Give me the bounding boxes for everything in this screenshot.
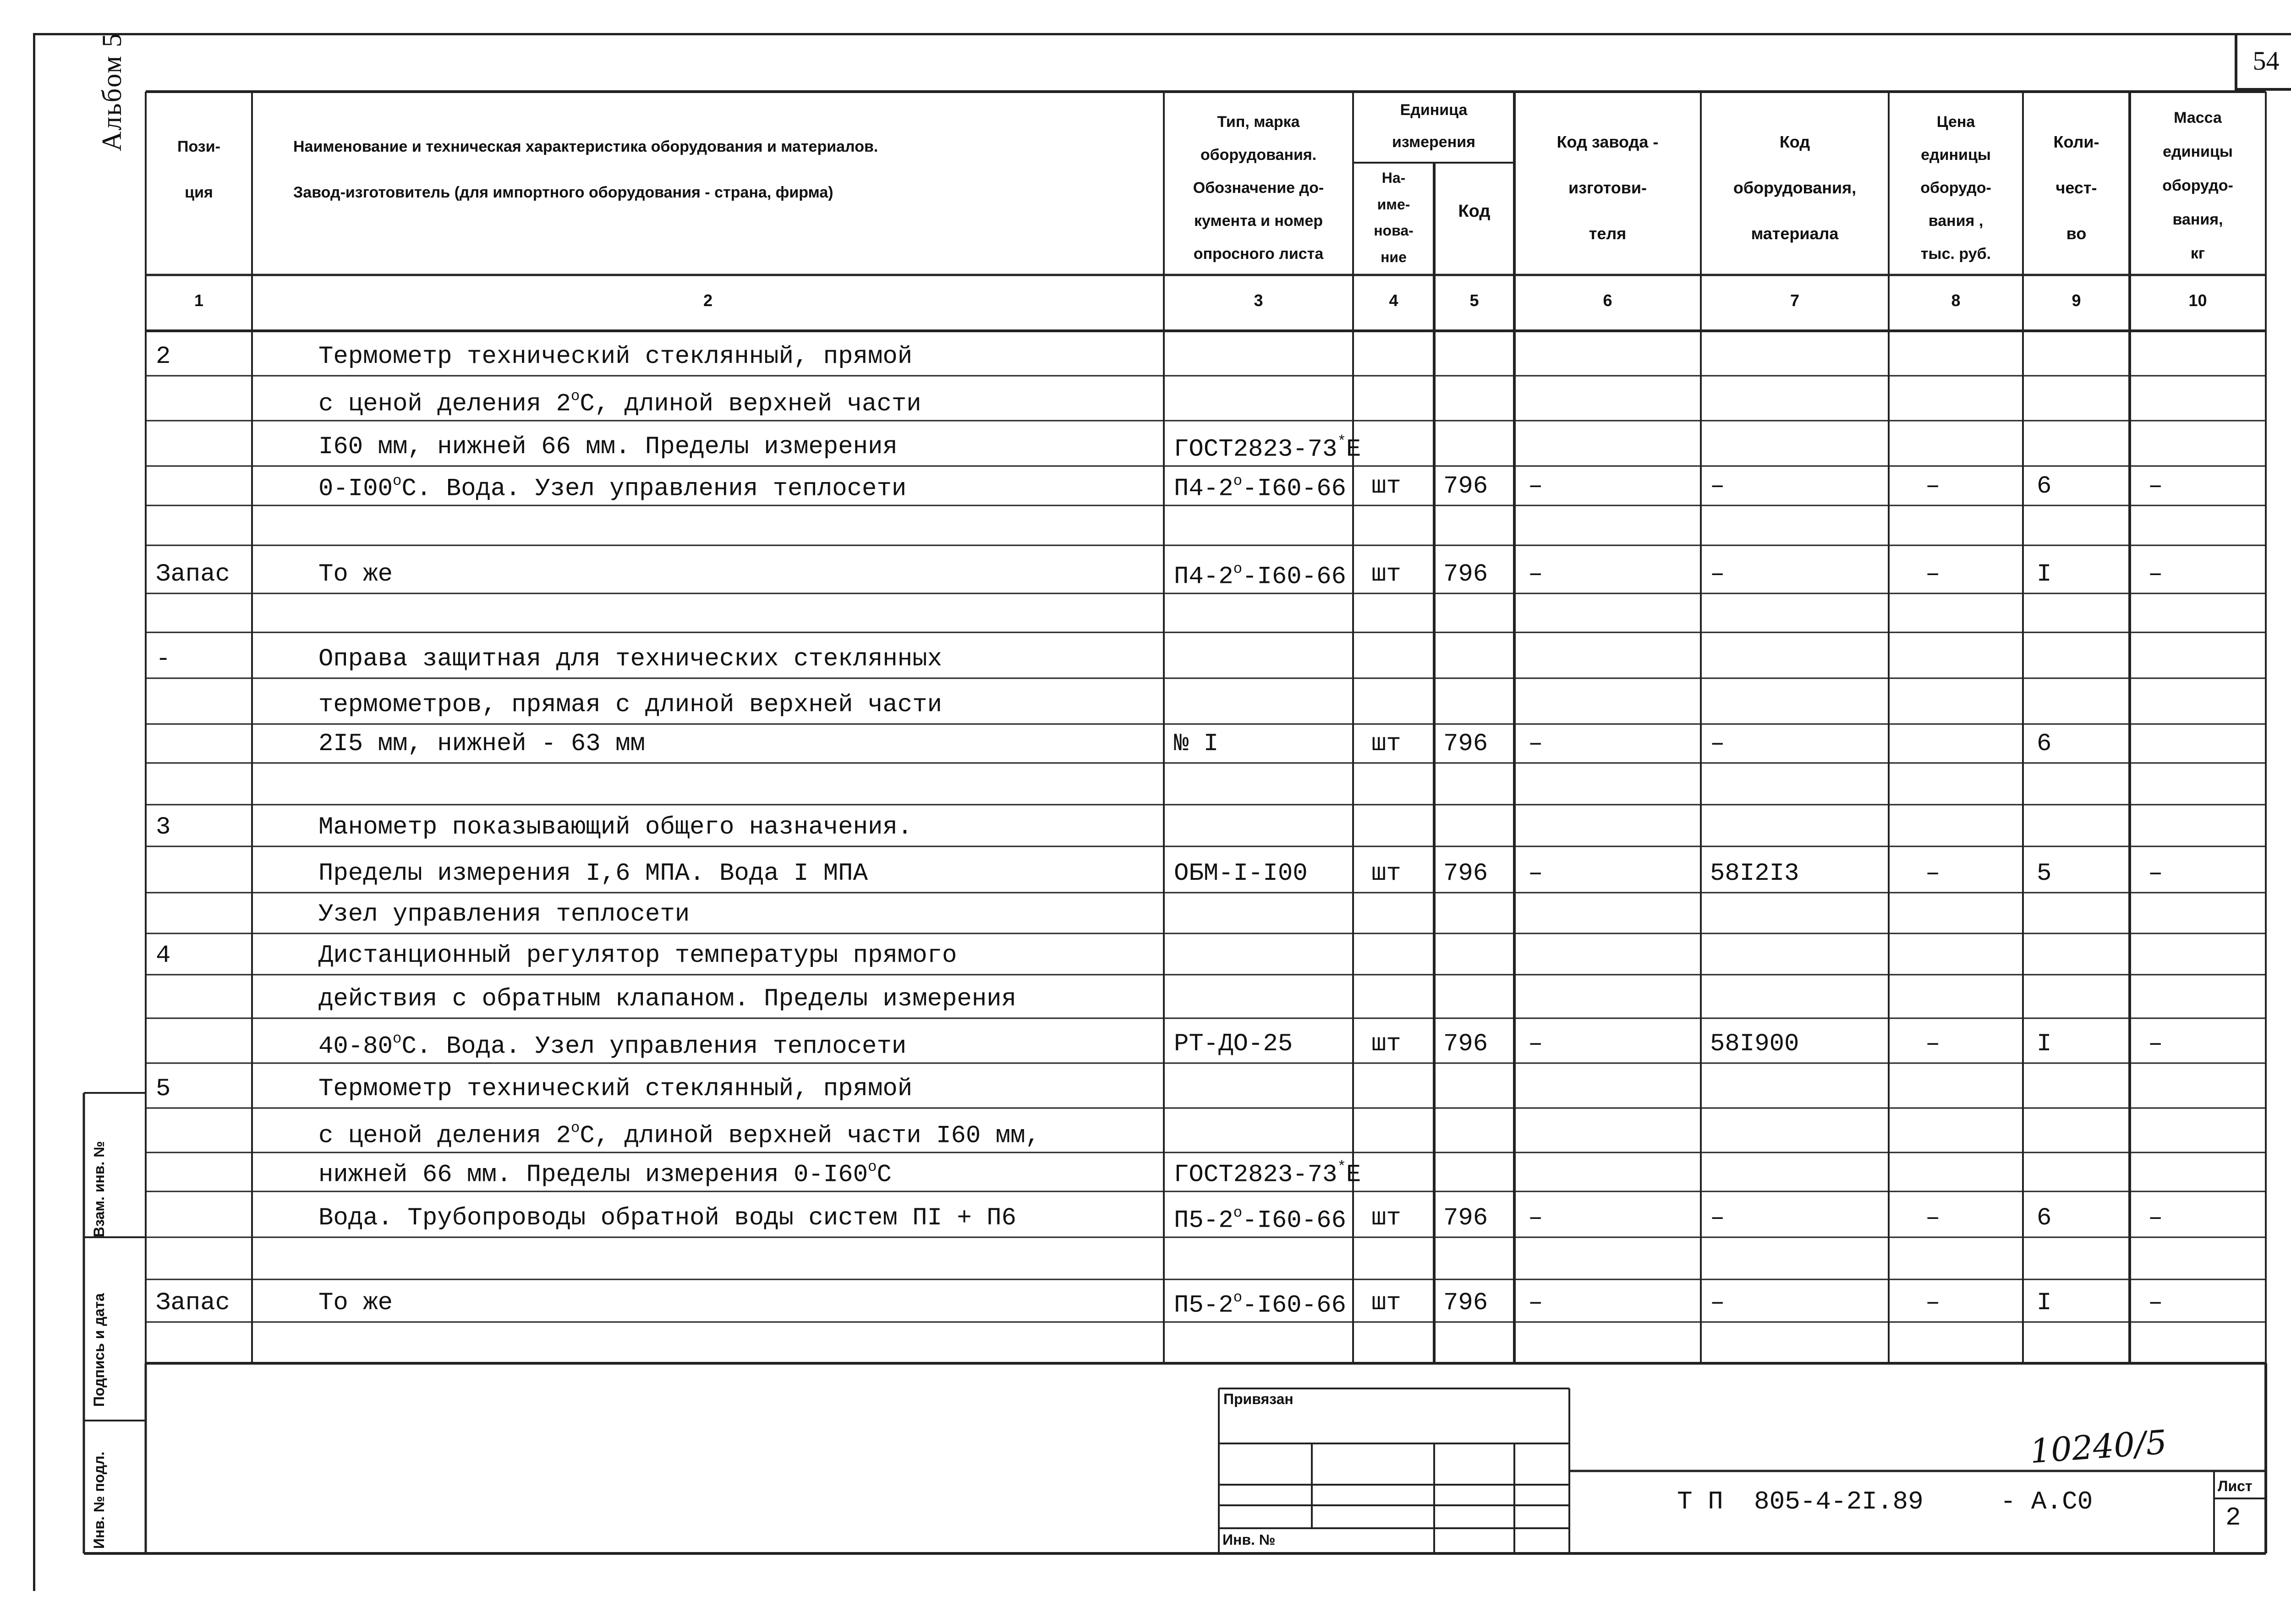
cell-name: термометров, прямая с длиной верхней части (318, 691, 943, 719)
cell-c7: – (1710, 472, 1725, 500)
cell-c9: 6 (2037, 1204, 2052, 1232)
cell-c6: – (1528, 730, 1543, 758)
column-number: 5 (1469, 291, 1479, 310)
header-line: Цена (1936, 113, 1975, 131)
cell-c7: – (1710, 1204, 1725, 1232)
cell-c7: – (1710, 1289, 1725, 1317)
header-line: оборудования, (1733, 178, 1857, 197)
cell-type: ОБМ-I-I00 (1174, 860, 1308, 888)
cell-name: Термометр технический стеклянный, прямой (318, 343, 913, 371)
document-code: Т П 805-4-2I.89 - А.С0 (1677, 1487, 2093, 1516)
header-line: опросного листа (1193, 245, 1324, 263)
cell-c8: – (1925, 1030, 1940, 1058)
cell-c9: I (2037, 1289, 2052, 1317)
cell-unit: шт (1371, 1030, 1401, 1058)
cell-name: Оправа защитная для технических стеклянных (318, 645, 943, 673)
header-line: оборудо- (1920, 179, 1991, 197)
side-label-podpis: Подпись и дата (91, 1293, 107, 1407)
cell-c6: – (1528, 560, 1543, 588)
cell-c6: – (1528, 860, 1543, 888)
header-line: вания , (1928, 212, 1984, 230)
header-line: ция (185, 183, 213, 201)
header-line: Пози- (177, 137, 220, 155)
header-line: чест- (2055, 178, 2097, 197)
cell-type: П5-2$^o$-I60-66 (1174, 1289, 1346, 1320)
header-line: Завод-изготовитель (для импортного оборудования - страна, фирма) (293, 183, 833, 201)
header-equipment-code (1701, 119, 1889, 257)
column-number: 8 (1951, 291, 1961, 310)
cell-pos: 2 (156, 343, 171, 371)
inv-label: Инв. № (1222, 1531, 1276, 1548)
cell-c8: – (1925, 1204, 1940, 1232)
cell-code: 796 (1443, 560, 1488, 588)
header-line: теля (1589, 224, 1627, 243)
header-factory-code (1514, 119, 1701, 257)
cell-type: П4-2$^o$-I60-66 (1174, 560, 1346, 591)
header-type (1168, 105, 1348, 270)
cell-name: действия с обратным клапаном. Пределы измерения (318, 985, 1017, 1013)
cell-name: То же (318, 1289, 393, 1317)
column-number: 9 (2072, 291, 2081, 310)
cell-unit: шт (1371, 730, 1401, 758)
header-line: На- (1381, 170, 1406, 187)
cell-type: ГОСТ2823-73*Е (1174, 433, 1361, 464)
bound-label: Привязан (1223, 1391, 1293, 1407)
cell-c10: – (2148, 560, 2163, 588)
header-unit-code: Код (1458, 202, 1491, 221)
cell-type: РТ-ДО-25 (1174, 1030, 1293, 1058)
cell-c10: – (2148, 1289, 2163, 1317)
cell-c7: – (1710, 730, 1725, 758)
header-mass (2130, 101, 2266, 270)
header-line: оборудования. (1200, 146, 1317, 164)
header-quantity (2023, 119, 2130, 257)
cell-unit: шт (1371, 1204, 1401, 1232)
cell-type: П5-2$^o$-I60-66 (1174, 1204, 1346, 1235)
header-line: вания, (2172, 210, 2223, 228)
header-line: име- (1377, 196, 1410, 213)
header-line: измерения (1392, 133, 1475, 151)
column-number: 4 (1389, 291, 1398, 310)
header-line: изготови- (1568, 178, 1647, 197)
cell-c6: – (1528, 1204, 1543, 1232)
cell-c9: 6 (2037, 730, 2052, 758)
cell-pos: Запас (156, 560, 230, 588)
column-number: 7 (1790, 291, 1800, 310)
cell-name: Дистанционный регулятор температуры прямого (318, 942, 957, 970)
header-position (146, 124, 252, 215)
cell-type: № I (1174, 730, 1219, 758)
header-line: Единица (1400, 101, 1468, 119)
cell-name: Манометр показывающий общего назначения. (318, 813, 913, 841)
cell-c10: – (2148, 1030, 2163, 1058)
header-unit (1353, 94, 1514, 158)
cell-c7: – (1710, 560, 1725, 588)
cell-name: с ценой деления 2$^o$С, длиной верхней части (318, 388, 921, 418)
cell-c10: – (2148, 472, 2163, 500)
column-number: 6 (1603, 291, 1612, 310)
header-line: нова- (1374, 222, 1414, 239)
header-line: ние (1381, 248, 1407, 265)
side-label-podl: Инв. № подл. (91, 1451, 107, 1549)
header-line: Код (1779, 132, 1810, 151)
cell-c6: – (1528, 472, 1543, 500)
cell-name: I60 мм, нижней 66 мм. Пределы измерения (318, 433, 898, 461)
header-line: Коли- (2053, 132, 2099, 151)
sheet-number: 2 (2225, 1503, 2241, 1532)
cell-code: 796 (1443, 730, 1488, 758)
header-line: Обозначение до- (1193, 179, 1324, 197)
cell-c8: – (1925, 860, 1940, 888)
cell-code: 796 (1443, 1030, 1488, 1058)
header-line: Масса (2174, 109, 2222, 126)
cell-c7: 58I900 (1710, 1030, 1799, 1058)
cell-name: Вода. Трубопроводы обратной воды систем ПI + П6 (318, 1204, 1017, 1232)
cell-c7: 58I2I3 (1710, 860, 1799, 888)
column-number: 3 (1254, 291, 1263, 310)
cell-type: П4-2$^o$-I60-66 (1174, 472, 1346, 503)
cell-c10: – (2148, 860, 2163, 888)
header-line: кумента и номер (1194, 212, 1323, 230)
cell-c9: I (2037, 560, 2052, 588)
column-number: 10 (2188, 291, 2207, 310)
cell-c8: – (1925, 1289, 1940, 1317)
cell-c6: – (1528, 1289, 1543, 1317)
cell-c9: 6 (2037, 472, 2052, 500)
cell-c10: – (2148, 1204, 2163, 1232)
cell-name: То же (318, 560, 393, 588)
header-line: тыс. руб. (1920, 245, 1991, 263)
cell-pos: 4 (156, 942, 171, 970)
cell-c9: 5 (2037, 860, 2052, 888)
cell-pos: - (156, 645, 171, 673)
header-line: кг (2190, 244, 2205, 262)
cell-unit: шт (1371, 1289, 1401, 1317)
header-name (293, 124, 1150, 215)
cell-name: 40-80$^o$С. Вода. Узел управления теплосети (318, 1030, 907, 1061)
cell-name: с ценой деления 2$^o$С, длиной верхней части I60 мм, (318, 1119, 1040, 1150)
cell-pos: 5 (156, 1075, 171, 1103)
cell-unit: шт (1371, 472, 1401, 500)
header-line: единицы (2163, 143, 2233, 160)
cell-pos: 3 (156, 813, 171, 841)
header-line: единицы (1921, 146, 1991, 164)
page-number: 54 (2235, 33, 2291, 91)
cell-c9: I (2037, 1030, 2052, 1058)
header-line: оборудо- (2162, 176, 2233, 194)
header-line: материала (1751, 224, 1839, 243)
cell-name: 2I5 мм, нижней - 63 мм (318, 730, 645, 758)
header-line: Код завода - (1557, 132, 1659, 151)
album-label: Альбом 5 (97, 33, 127, 151)
cell-type: ГОСТ2823-73*Е (1174, 1158, 1361, 1189)
header-unit-name (1353, 165, 1434, 270)
cell-unit: шт (1371, 560, 1401, 588)
cell-name: нижней 66 мм. Пределы измерения 0-I60$^o$С (318, 1158, 892, 1189)
cell-code: 796 (1443, 1289, 1488, 1317)
column-number: 2 (703, 291, 713, 310)
cell-name: Термометр технический стеклянный, прямой (318, 1075, 913, 1103)
cell-c8: – (1925, 560, 1940, 588)
cell-name: Узел управления теплосети (318, 900, 690, 928)
cell-code: 796 (1443, 1204, 1488, 1232)
side-label-zam: Взам. инв. № (91, 1141, 107, 1237)
header-line: Наименование и техническая характеристика оборудования и материалов. (293, 137, 878, 155)
cell-name: Пределы измерения I,6 МПА. Вода I МПА (318, 860, 868, 888)
cell-pos: Запас (156, 1289, 230, 1317)
cell-c6: – (1528, 1030, 1543, 1058)
sheet-label: Лист (2218, 1478, 2253, 1494)
cell-code: 796 (1443, 472, 1488, 500)
header-price (1889, 105, 2023, 270)
header-line: во (2066, 224, 2087, 243)
header-line: Тип, марка (1217, 113, 1300, 131)
cell-name: 0-I00$^o$С. Вода. Узел управления теплосети (318, 472, 907, 503)
handwritten-number: 10240/5 (2028, 1422, 2168, 1471)
cell-code: 796 (1443, 860, 1488, 888)
column-number: 1 (194, 291, 204, 310)
cell-unit: шт (1371, 860, 1401, 888)
cell-c8: – (1925, 472, 1940, 500)
